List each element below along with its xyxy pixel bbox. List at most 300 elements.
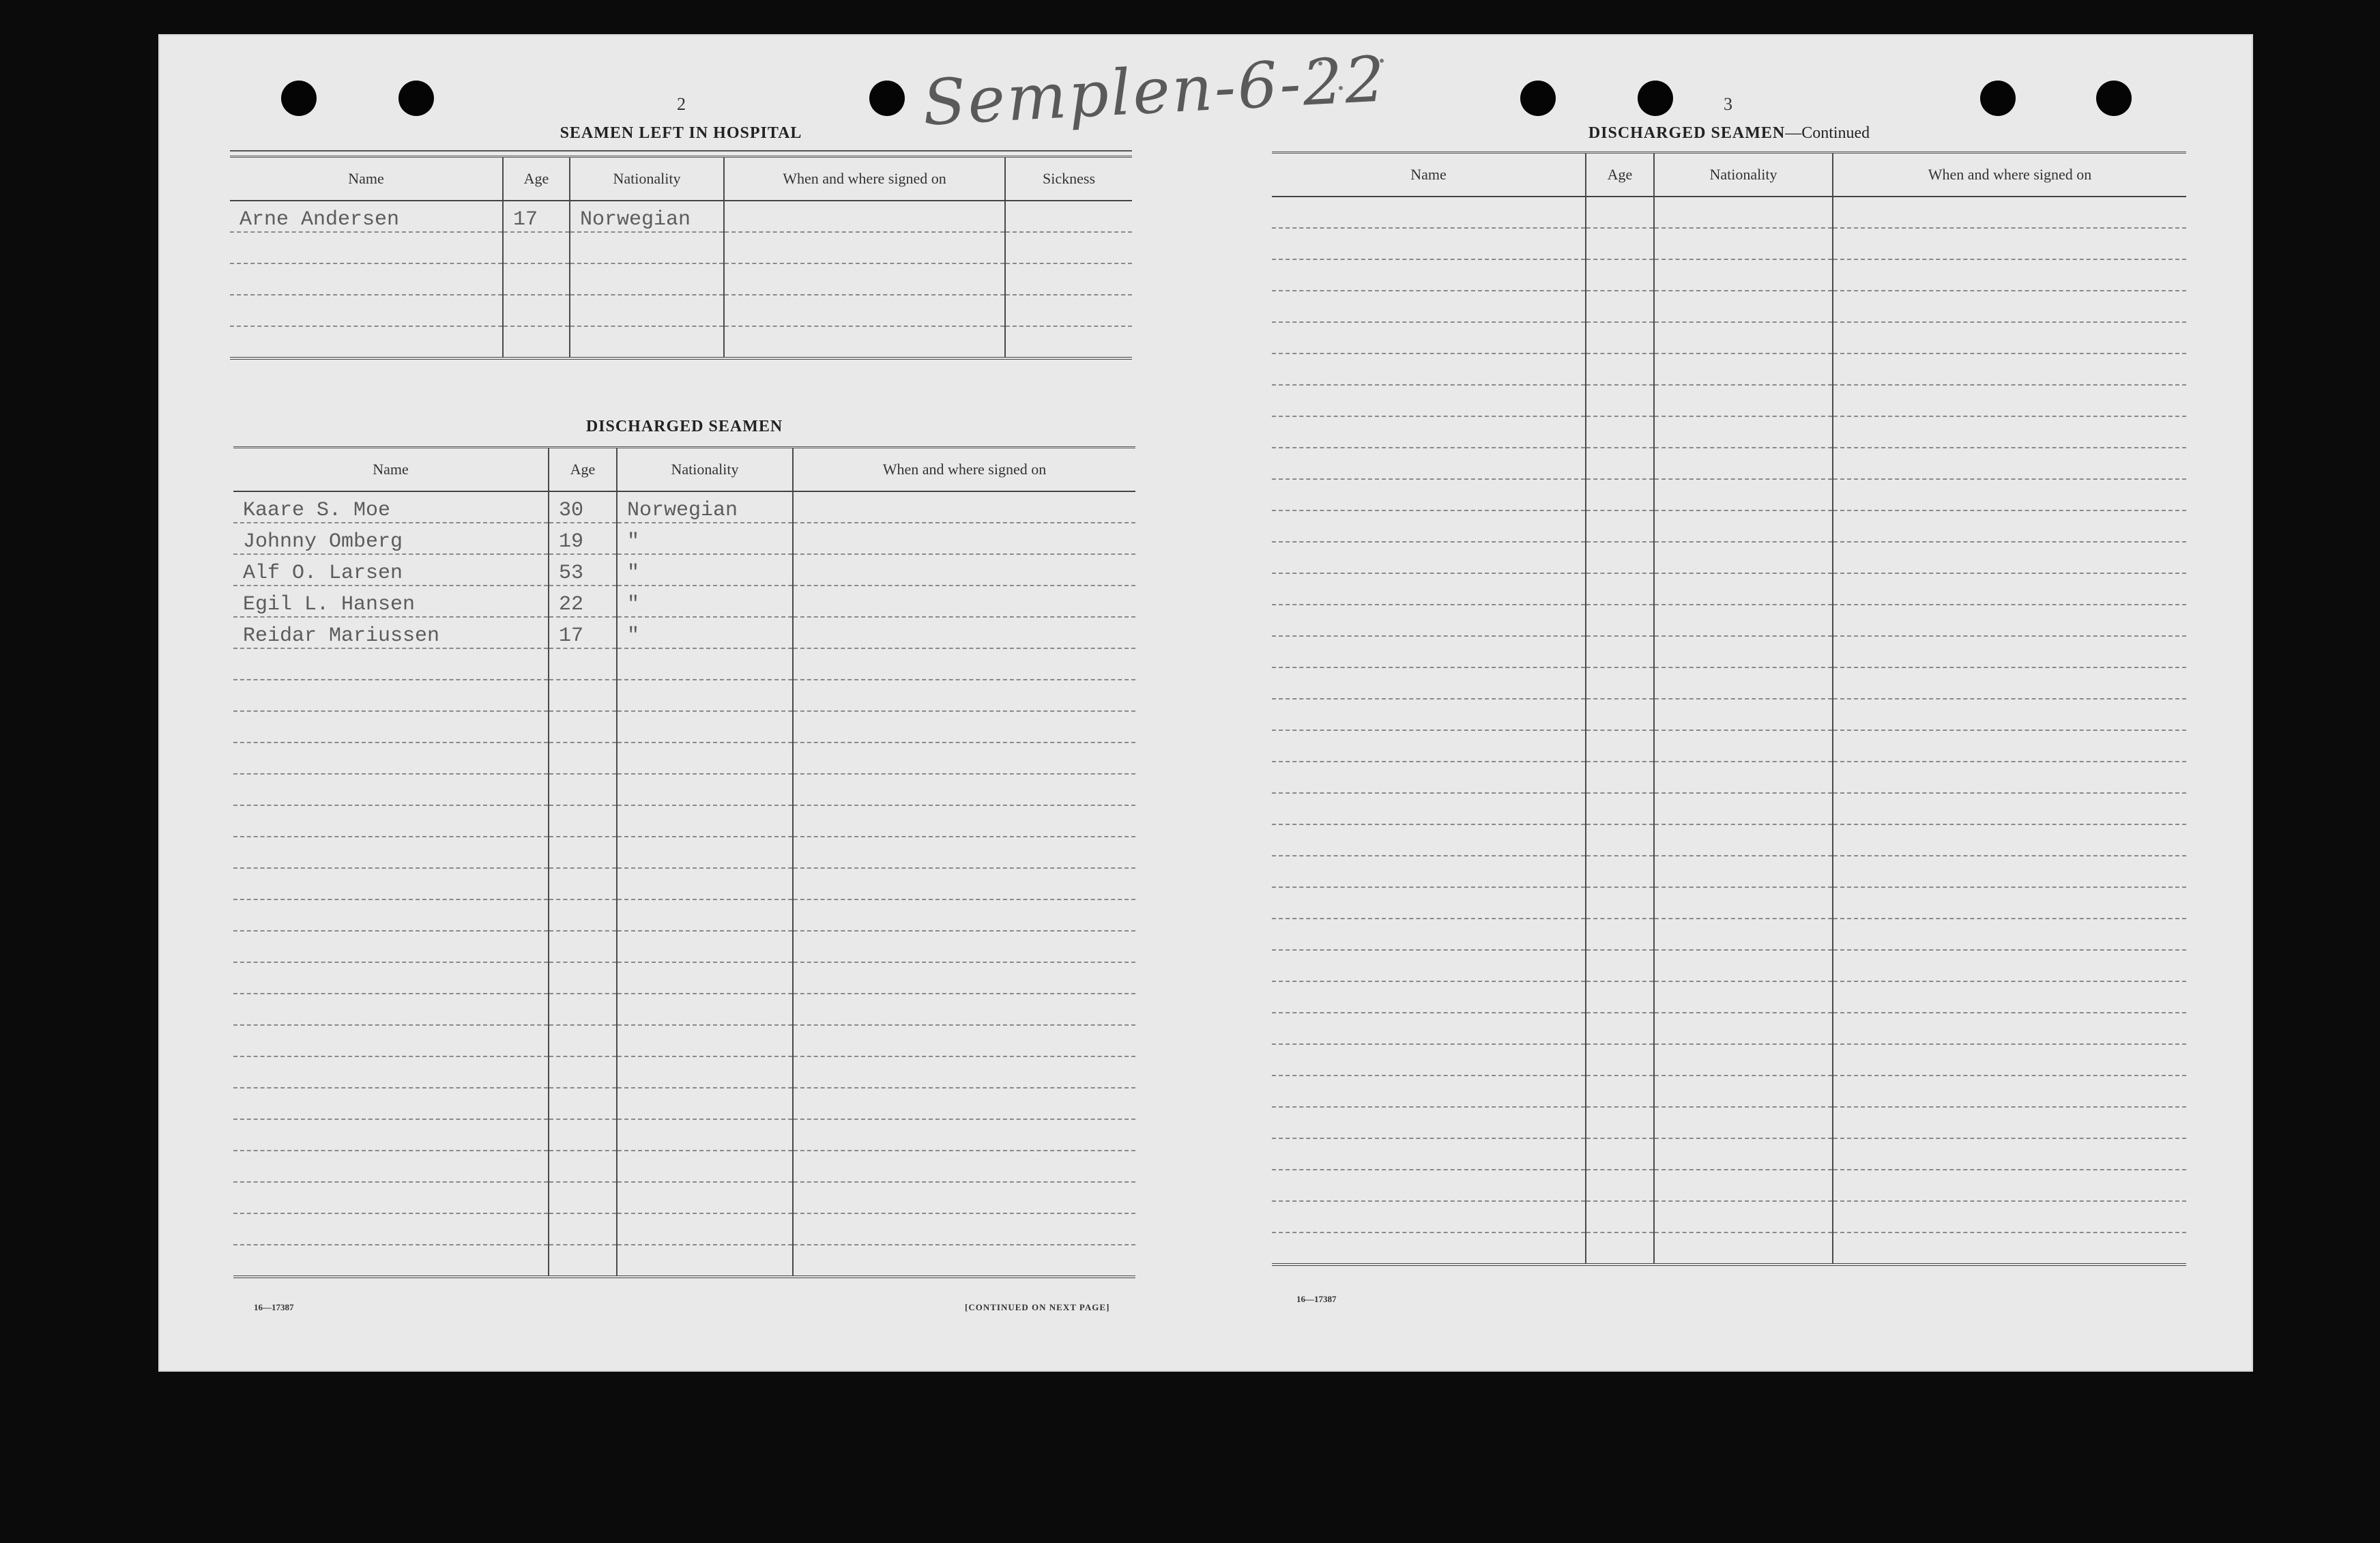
cell-age <box>549 711 617 742</box>
cell-nationality <box>617 1088 793 1119</box>
cell-name <box>233 805 549 837</box>
cell-signed-on <box>1833 542 2186 573</box>
cell-nationality <box>1654 573 1833 605</box>
cell-name <box>233 1025 549 1056</box>
cell-nationality <box>617 899 793 931</box>
table-row <box>1272 291 2186 322</box>
cell-age <box>549 899 617 931</box>
cell-age <box>1586 1107 1654 1138</box>
cell-age <box>549 1025 617 1056</box>
cell-age <box>549 994 617 1025</box>
cell-signed-on <box>1833 1232 2186 1265</box>
cell-signed-on <box>1833 1201 2186 1232</box>
cell-nationality <box>617 711 793 742</box>
cell-age <box>1586 416 1654 448</box>
cell-age: 17 <box>549 617 617 648</box>
cell-nationality <box>1654 322 1833 354</box>
cell-age <box>1586 919 1654 950</box>
table-row <box>1272 1138 2186 1170</box>
table-row <box>233 554 1135 586</box>
table-row <box>230 326 1132 358</box>
cell-sickness <box>1005 326 1132 358</box>
table-row <box>1272 322 2186 354</box>
cell-name <box>1272 1201 1586 1232</box>
cell-name <box>1272 950 1586 981</box>
cell-signed-on <box>1833 416 2186 448</box>
cell-signed-on <box>724 326 1005 358</box>
cell-age <box>1586 856 1654 887</box>
cell-age <box>1586 197 1654 228</box>
cell-name <box>233 962 549 994</box>
cell-nationality <box>617 1151 793 1182</box>
cell-nationality <box>1654 1013 1833 1044</box>
cell-nationality <box>1654 354 1833 385</box>
cell-age: 17 <box>503 201 570 232</box>
column-header-age: Age <box>549 448 617 492</box>
cell-signed-on <box>1833 479 2186 510</box>
cell-nationality <box>1654 824 1833 856</box>
table-row <box>233 711 1135 742</box>
table-row <box>1272 793 2186 824</box>
cell-nationality <box>1654 730 1833 762</box>
cell-name <box>233 1213 549 1245</box>
cell-age <box>549 1088 617 1119</box>
cell-signed-on <box>793 1213 1135 1245</box>
cell-name <box>1272 354 1586 385</box>
cell-name: Kaare S. Moe <box>233 491 549 523</box>
cell-signed-on <box>1833 919 2186 950</box>
cell-name <box>1272 1138 1586 1170</box>
cell-name <box>1272 887 1586 919</box>
punch-hole <box>2096 81 2132 116</box>
continued-note: [CONTINUED ON NEXT PAGE] <box>965 1302 1110 1312</box>
cell-age: 19 <box>549 523 617 554</box>
cell-nationality <box>1654 1076 1833 1107</box>
punch-hole <box>1980 81 2016 116</box>
cell-name: Alf O. Larsen <box>233 554 549 586</box>
cell-name <box>233 899 549 931</box>
cell-nationality <box>1654 1044 1833 1076</box>
cell-nationality <box>1654 856 1833 887</box>
cell-nationality <box>617 774 793 805</box>
table-row <box>1272 762 2186 793</box>
table-row <box>233 1151 1135 1182</box>
cell-name <box>1272 385 1586 416</box>
cell-nationality <box>617 1119 793 1151</box>
cell-name <box>1272 573 1586 605</box>
cell-name: Arne Andersen <box>230 201 503 232</box>
discharged-continued-title <box>1272 124 2186 143</box>
cell-name <box>1272 448 1586 479</box>
cell-nationality <box>617 648 793 680</box>
punch-hole <box>869 81 905 116</box>
cell-age <box>1586 667 1654 699</box>
cell-age <box>1586 1013 1654 1044</box>
cell-name <box>1272 1076 1586 1107</box>
cell-age <box>549 680 617 711</box>
table-row <box>233 805 1135 837</box>
cell-signed-on <box>1833 793 2186 824</box>
column-header-signed-on: When and where signed on <box>1833 153 2186 197</box>
cell-age <box>503 295 570 326</box>
cell-signed-on <box>793 648 1135 680</box>
cell-age <box>1586 259 1654 291</box>
cell-name <box>1272 259 1586 291</box>
cell-signed-on <box>793 931 1135 962</box>
table-row <box>1272 636 2186 667</box>
cell-name <box>233 711 549 742</box>
punch-hole <box>1638 81 1673 116</box>
cell-nationality: Norwegian <box>617 491 793 523</box>
cell-nationality <box>1654 416 1833 448</box>
cell-age <box>1586 354 1654 385</box>
cell-name <box>1272 636 1586 667</box>
cell-name: Reidar Mariussen <box>233 617 549 648</box>
cell-name <box>233 1245 549 1277</box>
cell-signed-on <box>1833 699 2186 730</box>
cell-nationality <box>617 805 793 837</box>
cell-age <box>1586 448 1654 479</box>
cell-signed-on <box>1833 1107 2186 1138</box>
hospital-section-title: SEAMEN LEFT IN HOSPITAL <box>560 124 802 142</box>
cell-nationality <box>1654 542 1833 573</box>
table-row <box>1272 354 2186 385</box>
cell-nationality <box>1654 887 1833 919</box>
column-header-nationality: Nationality <box>570 157 724 201</box>
cell-age <box>1586 1232 1654 1265</box>
cell-name <box>233 1056 549 1088</box>
cell-signed-on <box>793 1025 1135 1056</box>
table-row <box>1272 1076 2186 1107</box>
cell-name <box>1272 856 1586 887</box>
cell-signed-on <box>793 899 1135 931</box>
hospital-table <box>230 156 1132 360</box>
form-number-left: 16—17387 <box>254 1302 294 1312</box>
table-row <box>1272 667 2186 699</box>
table-row <box>230 232 1132 263</box>
table-row <box>233 1182 1135 1213</box>
table-row <box>233 648 1135 680</box>
cell-nationality <box>1654 510 1833 542</box>
cell-nationality <box>617 1182 793 1213</box>
column-header-name: Name <box>233 448 549 492</box>
cell-name <box>233 742 549 774</box>
cell-nationality <box>1654 385 1833 416</box>
table-row <box>1272 605 2186 636</box>
cell-nationality <box>1654 259 1833 291</box>
table-row <box>1272 1201 2186 1232</box>
cell-nationality <box>1654 699 1833 730</box>
cell-name: Johnny Omberg <box>233 523 549 554</box>
table-row <box>1272 950 2186 981</box>
cell-nationality <box>1654 1201 1833 1232</box>
table-row <box>1272 197 2186 228</box>
table-row <box>230 295 1132 326</box>
table-row <box>233 1025 1135 1056</box>
column-header-age: Age <box>1586 153 1654 197</box>
table-row <box>1272 542 2186 573</box>
cell-age <box>549 837 617 868</box>
cell-signed-on <box>793 1056 1135 1088</box>
table-row <box>1272 699 2186 730</box>
cell-signed-on <box>724 232 1005 263</box>
cell-nationality <box>1654 291 1833 322</box>
table-row <box>1272 824 2186 856</box>
cell-nationality <box>1654 448 1833 479</box>
column-header-name: Name <box>1272 153 1586 197</box>
cell-nationality <box>1654 1138 1833 1170</box>
cell-age <box>549 1182 617 1213</box>
cell-age <box>1586 1044 1654 1076</box>
table-row <box>233 962 1135 994</box>
cell-signed-on <box>1833 950 2186 981</box>
discharged-table <box>233 446 1135 1278</box>
cell-signed-on <box>793 491 1135 523</box>
cell-sickness <box>1005 263 1132 295</box>
table-row <box>1272 856 2186 887</box>
cell-name <box>1272 762 1586 793</box>
cell-name <box>230 326 503 358</box>
cell-nationality <box>617 868 793 899</box>
table-row <box>1272 1170 2186 1201</box>
table-row <box>233 523 1135 554</box>
cell-name <box>233 868 549 899</box>
cell-signed-on <box>724 295 1005 326</box>
cell-name <box>1272 667 1586 699</box>
cell-age <box>503 326 570 358</box>
cell-age <box>1586 385 1654 416</box>
table-row <box>230 201 1132 232</box>
cell-age <box>549 931 617 962</box>
table-row <box>1272 1013 2186 1044</box>
cell-age <box>1586 824 1654 856</box>
cell-name <box>233 774 549 805</box>
cell-signed-on <box>1833 1138 2186 1170</box>
cell-age <box>549 1213 617 1245</box>
cell-signed-on <box>1833 291 2186 322</box>
cell-age <box>1586 228 1654 259</box>
table-row <box>1272 416 2186 448</box>
cell-signed-on <box>1833 1013 2186 1044</box>
cell-name <box>1272 197 1586 228</box>
cell-signed-on <box>793 962 1135 994</box>
cell-signed-on <box>1833 197 2186 228</box>
cell-name <box>1272 322 1586 354</box>
cell-name <box>1272 824 1586 856</box>
cell-signed-on <box>1833 510 2186 542</box>
cell-age <box>549 1056 617 1088</box>
table-row <box>230 263 1132 295</box>
cell-signed-on <box>1833 981 2186 1013</box>
cell-name <box>230 263 503 295</box>
cell-age <box>1586 542 1654 573</box>
cell-signed-on <box>1833 730 2186 762</box>
handwritten-note: Semplen-6-22 <box>920 42 1389 140</box>
cell-nationality <box>570 263 724 295</box>
cell-name <box>233 837 549 868</box>
cell-nationality <box>617 680 793 711</box>
cell-name <box>1272 919 1586 950</box>
table-row <box>1272 385 2186 416</box>
cell-nationality <box>1654 981 1833 1013</box>
discharged-continued-title-main: DISCHARGED SEAMEN <box>1588 124 1786 142</box>
cell-signed-on <box>1833 573 2186 605</box>
cell-signed-on <box>793 868 1135 899</box>
cell-name <box>233 1182 549 1213</box>
table-row <box>233 1245 1135 1277</box>
column-header-signed-on: When and where signed on <box>793 448 1135 492</box>
table-row <box>233 586 1135 617</box>
table-row <box>233 1056 1135 1088</box>
cell-signed-on <box>1833 354 2186 385</box>
cell-age <box>1586 981 1654 1013</box>
cell-nationality <box>570 326 724 358</box>
discharged-continued-table <box>1272 152 2186 1266</box>
cell-signed-on <box>1833 1076 2186 1107</box>
cell-name <box>1272 291 1586 322</box>
cell-nationality <box>1654 950 1833 981</box>
cell-name <box>1272 1013 1586 1044</box>
cell-age <box>1586 1201 1654 1232</box>
cell-sickness <box>1005 232 1132 263</box>
cell-age <box>1586 322 1654 354</box>
cell-nationality: " <box>617 523 793 554</box>
cell-age <box>1586 510 1654 542</box>
cell-nationality <box>1654 1232 1833 1265</box>
cell-name <box>1272 416 1586 448</box>
column-header-age: Age <box>503 157 570 201</box>
cell-age <box>1586 1076 1654 1107</box>
cell-signed-on <box>793 1088 1135 1119</box>
cell-age <box>549 648 617 680</box>
cell-signed-on <box>793 617 1135 648</box>
table-row <box>1272 1232 2186 1265</box>
cell-name <box>233 1119 549 1151</box>
cell-name <box>1272 1232 1586 1265</box>
cell-nationality <box>617 994 793 1025</box>
cell-signed-on <box>793 1119 1135 1151</box>
cell-signed-on <box>1833 228 2186 259</box>
cell-nationality <box>617 931 793 962</box>
table-row <box>1272 228 2186 259</box>
cell-name <box>233 648 549 680</box>
cell-age <box>549 742 617 774</box>
cell-name <box>1272 605 1586 636</box>
cell-age <box>1586 636 1654 667</box>
cell-name <box>233 1088 549 1119</box>
cell-nationality <box>1654 1170 1833 1201</box>
cell-signed-on <box>793 774 1135 805</box>
cell-name <box>230 232 503 263</box>
table-row <box>1272 510 2186 542</box>
cell-signed-on <box>1833 1044 2186 1076</box>
cell-signed-on <box>1833 605 2186 636</box>
cell-name: Egil L. Hansen <box>233 586 549 617</box>
cell-signed-on <box>1833 385 2186 416</box>
cell-age <box>549 805 617 837</box>
cell-signed-on <box>1833 824 2186 856</box>
cell-nationality <box>617 1245 793 1277</box>
table-row <box>1272 573 2186 605</box>
cell-age <box>1586 1138 1654 1170</box>
page-number-right: 3 <box>1724 94 1732 114</box>
cell-nationality <box>1654 793 1833 824</box>
cell-signed-on <box>793 1245 1135 1277</box>
cell-nationality <box>617 1056 793 1088</box>
cell-age <box>1586 479 1654 510</box>
cell-age <box>1586 762 1654 793</box>
table-row <box>233 1213 1135 1245</box>
table-row <box>233 994 1135 1025</box>
table-row <box>233 837 1135 868</box>
table-row <box>1272 1044 2186 1076</box>
cell-signed-on <box>1833 667 2186 699</box>
cell-nationality: Norwegian <box>570 201 724 232</box>
cell-age <box>1586 291 1654 322</box>
cell-signed-on <box>793 523 1135 554</box>
cell-nationality <box>1654 605 1833 636</box>
cell-name <box>233 994 549 1025</box>
cell-nationality <box>570 232 724 263</box>
cell-signed-on <box>1833 259 2186 291</box>
cell-signed-on <box>1833 322 2186 354</box>
cell-nationality: " <box>617 586 793 617</box>
cell-age <box>549 1119 617 1151</box>
cell-signed-on <box>793 1151 1135 1182</box>
cell-name <box>1272 1170 1586 1201</box>
punch-hole <box>1520 81 1556 116</box>
cell-signed-on <box>793 1182 1135 1213</box>
cell-signed-on <box>1833 636 2186 667</box>
table-row <box>1272 981 2186 1013</box>
cell-name <box>1272 730 1586 762</box>
cell-name <box>1272 1107 1586 1138</box>
cell-signed-on <box>1833 1170 2186 1201</box>
cell-sickness <box>1005 201 1132 232</box>
column-header-nationality: Nationality <box>617 448 793 492</box>
cell-name <box>1272 981 1586 1013</box>
cell-age: 22 <box>549 586 617 617</box>
cell-signed-on <box>1833 762 2186 793</box>
column-header-sickness: Sickness <box>1005 157 1132 201</box>
cell-nationality <box>1654 762 1833 793</box>
cell-nationality <box>1654 228 1833 259</box>
cell-sickness <box>1005 295 1132 326</box>
cell-name <box>1272 479 1586 510</box>
cell-nationality <box>617 742 793 774</box>
cell-nationality <box>1654 197 1833 228</box>
cell-age <box>1586 730 1654 762</box>
cell-name <box>233 931 549 962</box>
cell-age <box>549 962 617 994</box>
cell-signed-on <box>793 554 1135 586</box>
cell-nationality <box>570 295 724 326</box>
column-header-signed-on: When and where signed on <box>724 157 1005 201</box>
cell-name <box>1272 510 1586 542</box>
cell-nationality <box>1654 919 1833 950</box>
cell-nationality <box>617 1213 793 1245</box>
cell-age <box>1586 699 1654 730</box>
cell-nationality <box>617 1025 793 1056</box>
cell-name <box>233 1151 549 1182</box>
cell-signed-on <box>724 263 1005 295</box>
cell-nationality <box>617 837 793 868</box>
table-row <box>233 680 1135 711</box>
table-row <box>1272 479 2186 510</box>
column-header-nationality: Nationality <box>1654 153 1833 197</box>
cell-signed-on <box>724 201 1005 232</box>
page-number-left: 2 <box>677 94 686 114</box>
